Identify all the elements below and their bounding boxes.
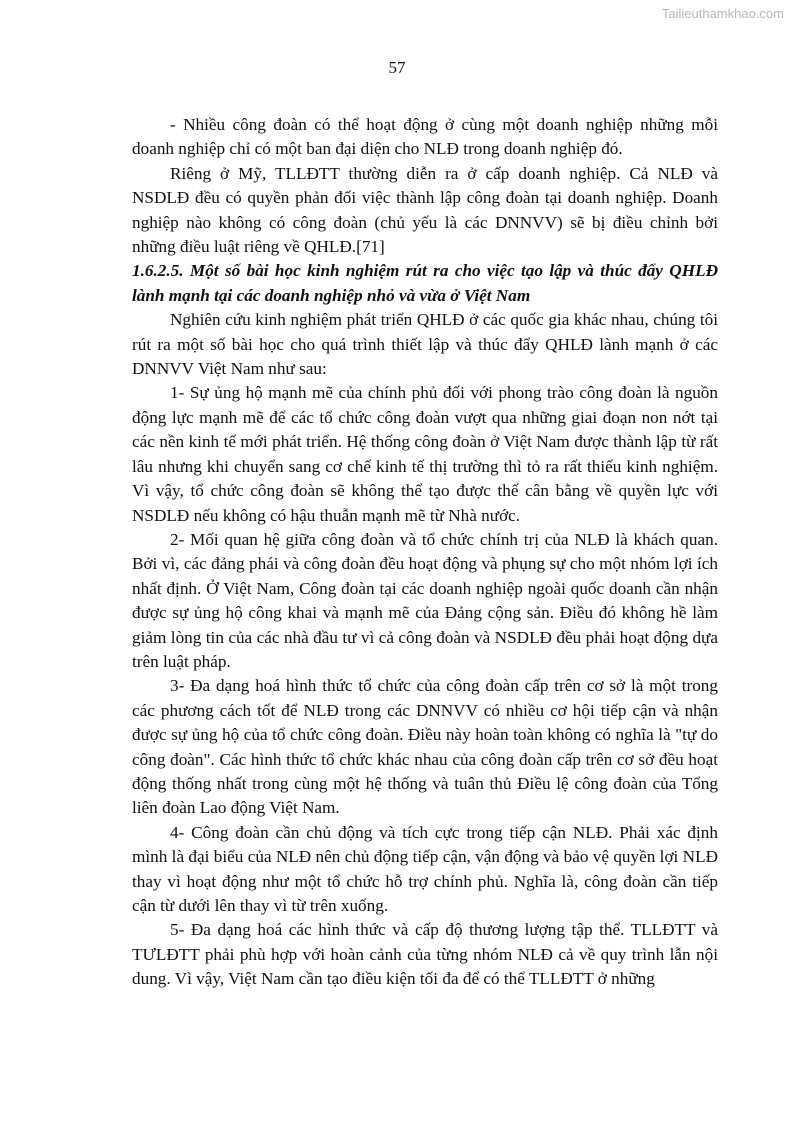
intro-paragraph: Nghiên cứu kinh nghiệm phát triển QHLĐ ở các quốc gia khác nhau, chúng tôi rút ra một số bài học cho quá trình thiết lập và thúc đẩy QHLĐ lành mạnh ở các DNNVV Việt Nam như sau:	[132, 310, 718, 379]
lesson-3: 3- Đa dạng hoá hình thức tổ chức của công đoàn cấp trên cơ sở là một trong các phương cách tốt để NLĐ trong các DNNVV có nhiều cơ hội tiếp cận và nhận được sự ủng hộ của tổ chức công đoàn. Điều này hoàn toàn không có nghĩa là "tự do công đoàn". Các hình thức tổ chức khác nhau của công đoàn cấp trên cơ sở đều hoạt động thống nhất trong cùng một hệ thống và tuân thủ Điều lệ công đoàn của Tổng liên đoàn Lao động Việt Nam.	[132, 676, 718, 818]
lesson-4: 4- Công đoàn cần chủ động và tích cực trong tiếp cận NLĐ. Phải xác định mình là đại biểu của NLĐ nên chủ động tiếp cận, vận động và bảo vệ quyền lợi NLĐ thay vì hoạt động như một tổ chức hỗ trợ chính phủ. Nghĩa là, công đoàn cần tiếp cận từ dưới lên thay vì từ trên xuống.	[132, 822, 718, 915]
lesson-2: 2- Mối quan hệ giữa công đoàn và tổ chức chính trị của NLĐ là khách quan. Bởi vì, các đảng phái và công đoàn đều hoạt động và phụng sự cho một nhóm lợi ích nhất định. Ở Việt Nam, Công đoàn tại các doanh nghiệp ngoài quốc doanh cần nhận được sự ủng hộ công khai và mạnh mẽ của Đảng cộng sản. Điều đó không hề làm giảm lòng tin của các nhà đầu tư vì cả công đoàn và NSDLĐ đều phải hoạt động dựa trên luật pháp.	[132, 529, 718, 671]
lesson-5: 5- Đa dạng hoá các hình thức và cấp độ thương lượng tập thể. TLLĐTT và TƯLĐTT phải phù hợp với hoàn cảnh của từng nhóm NLĐ cả về quy trình lẫn nội dung. Vì vậy, Việt Nam cần tạo điều kiện tối đa để có thể TLLĐTT ở những	[132, 920, 718, 989]
section-heading: 1.6.2.5. Một số bài học kinh nghiệm rút ra cho việc tạo lập và thúc đẩy QHLĐ lành mạnh tại các doanh nghiệp nhỏ và vừa ở Việt Nam	[132, 261, 718, 305]
paragraph-2: Riêng ở Mỹ, TLLĐTT thường diễn ra ở cấp doanh nghiệp. Cả NLĐ và NSDLĐ đều có quyền phản đối việc thành lập công đoàn tại doanh nghiệp. Doanh nghiệp nào không có công đoàn (chủ yếu là các DNNVV) sẽ bị điều chỉnh bởi những điều luật riêng về QHLĐ.[71]	[132, 163, 718, 257]
page-number: 57	[388, 58, 406, 77]
page-body	[132, 113, 718, 992]
paragraph-1: - Nhiều công đoàn có thể hoạt động ở cùng một doanh nghiệp những mỗi doanh nghiệp chỉ có một ban đại diện cho NLĐ trong doanh nghiệp đó.	[132, 115, 718, 159]
watermark: Tailieuthamkhao.com	[661, 6, 784, 21]
lesson-1: 1- Sự ủng hộ mạnh mẽ của chính phủ đối với phong trào công đoàn là nguồn động lực mạnh mẽ để các tổ chức công đoàn vượt qua những giai đoạn non nớt tại các nền kinh tế mới phát triển. Hệ thống công đoàn ở Việt Nam được thành lập từ rất lâu nhưng khi chuyển sang cơ chế kinh tế thị trường thì tỏ ra rất thiếu kinh nghiệm. Vì vậy, tổ chức công đoàn sẽ không thể tạo được thế cân bằng về quyền lực với NSDLĐ nếu không có hậu thuẫn mạnh mẽ từ Nhà nước.	[132, 383, 718, 525]
